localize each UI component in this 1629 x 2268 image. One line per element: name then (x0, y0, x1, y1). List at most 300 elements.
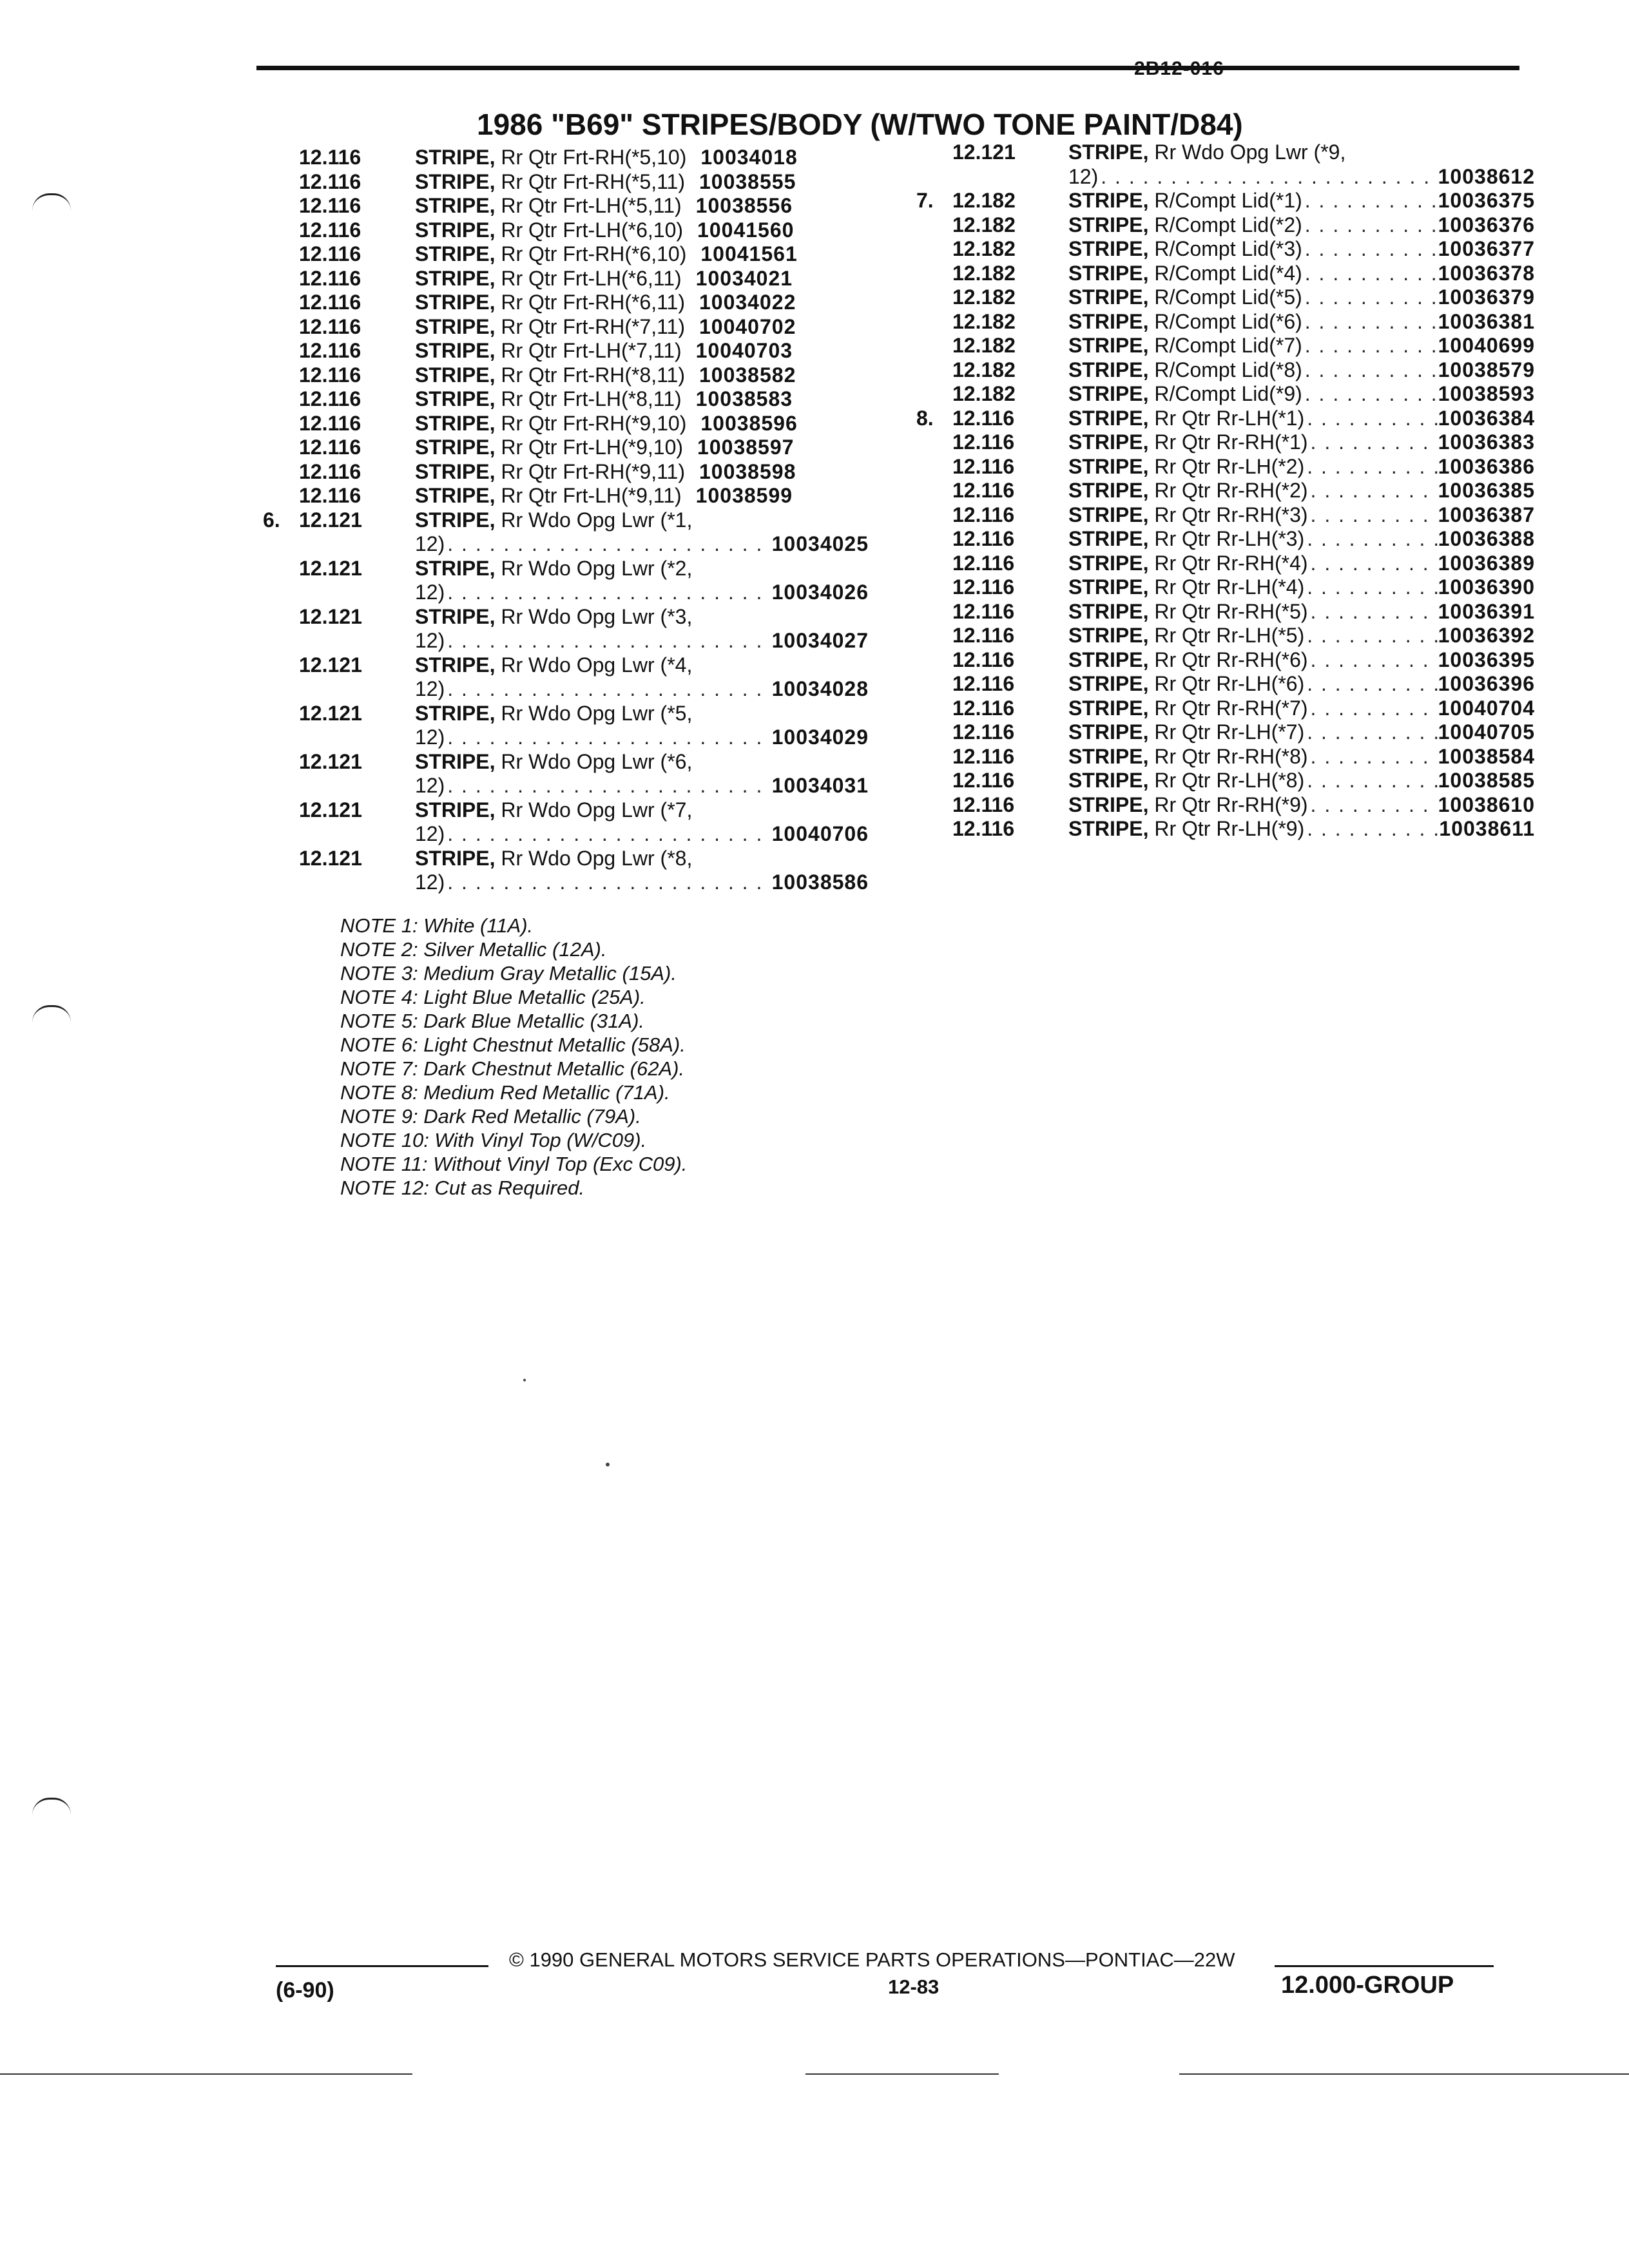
parts-row-wrapped (263, 847, 869, 895)
part-number: 10040703 (695, 339, 793, 362)
group-number: 12.116 (952, 454, 1015, 478)
part-detail: R/Compt Lid(*8) (1154, 358, 1302, 381)
group-number: 12.116 (299, 242, 361, 265)
part-detail: Rr Qtr Frt-LH(*6,10) (501, 218, 684, 242)
part-name: STRIPE, (1068, 527, 1149, 550)
part-name: STRIPE, (1068, 648, 1149, 671)
part-description (415, 436, 683, 459)
part-name: STRIPE, (415, 291, 496, 314)
note-line: NOTE 5: Dark Blue Metallic (31A). (340, 1010, 645, 1032)
part-name: STRIPE, (415, 314, 496, 338)
leader-dots (445, 532, 771, 556)
leader-dots (1308, 697, 1438, 720)
parts-row (916, 575, 1535, 600)
part-name: STRIPE, (1068, 261, 1149, 285)
part-detail: Rr Qtr Frt-RH(*7,11) (501, 314, 685, 338)
part-number: 10036377 (1438, 237, 1535, 260)
part-number: 10036383 (1438, 430, 1535, 454)
group-number: 12.116 (952, 599, 1015, 623)
parts-row (916, 334, 1535, 358)
part-name: STRIPE, (415, 436, 496, 459)
part-number: 10038611 (1439, 817, 1535, 840)
group-number: 12.182 (952, 309, 1016, 333)
leader-dots (1308, 430, 1438, 454)
part-number: 10041560 (697, 218, 795, 242)
part-detail: Rr Wdo Opg Lwr (*6, (501, 749, 693, 773)
parts-row (916, 407, 1535, 431)
part-number: 10036376 (1438, 213, 1535, 236)
doc-id: 2B12-016 (1134, 58, 1224, 79)
group-number: 12.116 (952, 430, 1015, 454)
part-number: 10038579 (1438, 358, 1535, 381)
parts-row (263, 194, 869, 218)
part-description (415, 363, 685, 387)
right-column (916, 140, 1535, 841)
part-name: STRIPE, (1068, 479, 1149, 502)
note-line: NOTE 10: With Vinyl Top (W/C09). (340, 1129, 647, 1151)
row-line-2 (263, 726, 869, 750)
parts-row (916, 745, 1535, 769)
part-detail: R/Compt Lid(*4) (1154, 261, 1302, 285)
part-number: 10036391 (1438, 599, 1535, 623)
part-name: STRIPE, (1068, 406, 1149, 430)
item-ref-number: 8. (916, 406, 934, 430)
part-detail: Rr Wdo Opg Lwr (*1, (501, 508, 693, 532)
parts-row (263, 315, 869, 340)
part-detail: Rr Wdo Opg Lwr (*7, (501, 798, 693, 822)
group-number: 12.182 (952, 382, 1016, 405)
leader-dots (445, 677, 771, 701)
part-detail: Rr Qtr Rr-RH(*3) (1154, 503, 1308, 526)
part-name: STRIPE, (415, 146, 496, 169)
leader-dots (1302, 213, 1438, 237)
group-number: 12.182 (952, 358, 1016, 381)
group-number: 12.121 (299, 556, 362, 580)
part-name: STRIPE, (1068, 696, 1149, 720)
part-name: STRIPE, (415, 242, 496, 265)
part-name: STRIPE, (1068, 334, 1149, 357)
group-number: 12.182 (952, 189, 1016, 212)
part-detail: Rr Qtr Rr-RH(*5) (1154, 599, 1308, 623)
part-number: 10038582 (699, 363, 796, 387)
part-detail: Rr Wdo Opg Lwr (*8, (501, 846, 693, 870)
part-number: 10036379 (1438, 285, 1535, 309)
part-name: STRIPE, (415, 484, 496, 507)
leader-dots (1302, 285, 1438, 309)
group-number: 12.116 (299, 459, 361, 483)
part-detail: Rr Wdo Opg Lwr (*2, (501, 556, 693, 580)
part-detail-continued: 12) (1068, 164, 1099, 188)
part-number: 10034029 (771, 726, 869, 749)
part-detail: Rr Qtr Rr-RH(*7) (1154, 696, 1308, 720)
part-description (415, 484, 682, 508)
part-description (1068, 237, 1302, 261)
footer-rule-left (276, 1965, 488, 1967)
page-title: 1986 "B69" STRIPES/BODY (W/TWO TONE PAINT/D84) (477, 108, 1243, 141)
group-number: 12.116 (299, 218, 361, 242)
group-number: 12.182 (952, 334, 1016, 357)
group-number: 12.121 (299, 653, 362, 677)
part-description (415, 557, 692, 581)
part-detail: Rr Qtr Rr-RH(*1) (1154, 430, 1308, 454)
parts-row (916, 262, 1535, 286)
parts-row (916, 672, 1535, 697)
leader-dots (445, 726, 771, 749)
parts-row (916, 527, 1535, 552)
group-number: 12.121 (299, 798, 362, 822)
part-name: STRIPE, (415, 194, 496, 217)
part-description (415, 460, 685, 484)
part-description (415, 146, 686, 169)
parts-row (263, 170, 869, 195)
part-description (415, 750, 692, 774)
part-description (415, 798, 692, 822)
parts-row (916, 552, 1535, 576)
group-number: 12.116 (952, 479, 1015, 502)
group-number: 12.116 (952, 817, 1015, 840)
part-description (1068, 382, 1302, 406)
part-detail-continued: 12) (415, 726, 445, 749)
leader-dots (1304, 624, 1438, 648)
part-description (1068, 527, 1304, 551)
parts-row (263, 436, 869, 460)
part-description (415, 267, 682, 291)
item-ref-number: 6. (263, 508, 280, 532)
group-number: 12.116 (299, 314, 361, 338)
leader-dots (1304, 769, 1438, 793)
part-number: 10036389 (1438, 551, 1535, 575)
leader-dots (445, 870, 771, 894)
part-name: STRIPE, (415, 459, 496, 483)
part-name: STRIPE, (415, 339, 496, 362)
leader-dots (1304, 407, 1438, 430)
group-number: 12.116 (952, 648, 1015, 671)
parts-row (916, 817, 1535, 841)
group-number: 12.116 (952, 575, 1015, 599)
part-name: STRIPE, (415, 266, 496, 290)
parts-row (263, 218, 869, 243)
part-description (1068, 455, 1304, 479)
parts-row (916, 455, 1535, 479)
part-name: STRIPE, (415, 556, 496, 580)
part-detail: Rr Qtr Rr-LH(*6) (1154, 672, 1305, 695)
part-description (415, 291, 685, 314)
part-name: STRIPE, (1068, 624, 1149, 647)
part-detail: Rr Qtr Rr-LH(*4) (1154, 575, 1305, 599)
group-number: 12.182 (952, 213, 1016, 236)
note-line: NOTE 3: Medium Gray Metallic (15A). (340, 962, 677, 985)
group-number: 12.121 (299, 508, 362, 532)
part-name: STRIPE, (1068, 189, 1149, 212)
group-number: 12.116 (299, 291, 361, 314)
leader-dots (445, 581, 771, 604)
group-number: 12.116 (952, 720, 1015, 744)
parts-row (916, 793, 1535, 818)
parts-row (916, 697, 1535, 721)
part-detail: R/Compt Lid(*3) (1154, 237, 1302, 260)
parts-row (263, 339, 869, 363)
parts-row (263, 412, 869, 436)
footer-rule-right (1275, 1965, 1494, 1967)
part-detail: Rr Qtr Rr-LH(*1) (1154, 406, 1305, 430)
part-detail-continued: 12) (415, 870, 445, 894)
part-name: STRIPE, (1068, 382, 1149, 405)
parts-row (916, 213, 1535, 238)
part-detail: Rr Qtr Rr-LH(*3) (1154, 527, 1305, 550)
parts-row (916, 382, 1535, 407)
part-number: 10036386 (1438, 454, 1535, 478)
row-line-1 (263, 653, 869, 678)
part-description (1068, 624, 1304, 648)
part-description (1068, 262, 1302, 285)
part-description (1068, 600, 1308, 624)
part-number: 10034022 (699, 291, 796, 314)
parts-row (916, 310, 1535, 334)
part-name: STRIPE, (1068, 140, 1149, 164)
part-detail-continued: 12) (415, 532, 445, 555)
part-name: STRIPE, (1068, 551, 1149, 575)
part-name: STRIPE, (1068, 769, 1149, 792)
part-number: 10038586 (771, 870, 869, 894)
part-name: STRIPE, (415, 411, 496, 435)
part-description (1068, 189, 1302, 213)
part-description (415, 387, 682, 411)
part-description (415, 339, 682, 363)
part-detail-continued: 12) (415, 629, 445, 652)
left-column (263, 146, 869, 895)
part-detail: Rr Qtr Frt-RH(*6,10) (501, 242, 687, 265)
part-description (415, 508, 692, 532)
parts-row-wrapped (263, 508, 869, 557)
part-number: 10038555 (699, 169, 796, 193)
leader-dots (445, 822, 771, 846)
parts-row (916, 358, 1535, 383)
group-number: 12.116 (952, 503, 1015, 526)
leader-dots (1304, 817, 1439, 841)
part-description (1068, 213, 1302, 237)
part-number: 10036385 (1438, 479, 1535, 502)
part-name: STRIPE, (415, 798, 496, 822)
part-number: 10040704 (1438, 696, 1535, 720)
group-number: 12.116 (952, 551, 1015, 575)
footer-date: (6-90) (276, 1978, 334, 2003)
part-description (1068, 697, 1308, 720)
part-detail: Rr Qtr Frt-LH(*6,11) (501, 266, 682, 290)
group-number: 12.182 (952, 261, 1016, 285)
part-description (1068, 575, 1304, 599)
part-number: 10036378 (1438, 261, 1535, 285)
part-number: 10034028 (771, 677, 869, 700)
parts-row (916, 720, 1535, 745)
part-number: 10038596 (700, 411, 798, 435)
leader-dots (1308, 745, 1438, 769)
leader-dots (1098, 165, 1438, 189)
part-description (1068, 745, 1308, 769)
part-description (1068, 310, 1302, 334)
group-number: 12.121 (299, 749, 362, 773)
part-detail: Rr Qtr Frt-LH(*9,10) (501, 436, 684, 459)
part-number: 10038612 (1438, 164, 1535, 188)
leader-dots (1308, 648, 1438, 672)
part-description (1068, 817, 1304, 841)
leader-dots (1308, 503, 1438, 527)
part-description (1068, 479, 1308, 503)
part-detail: Rr Qtr Rr-LH(*8) (1154, 769, 1305, 792)
group-number: 12.116 (299, 339, 361, 362)
group-number: 12.116 (952, 527, 1015, 550)
leader-dots (1302, 237, 1438, 261)
part-name: STRIPE, (1068, 575, 1149, 599)
part-number: 10038593 (1438, 382, 1535, 405)
part-number: 10036387 (1438, 503, 1535, 526)
parts-row (916, 648, 1535, 673)
group-number: 12.116 (299, 484, 361, 507)
group-number: 12.182 (952, 285, 1016, 309)
note-line: NOTE 9: Dark Red Metallic (79A). (340, 1105, 641, 1128)
part-name: STRIPE, (1068, 503, 1149, 526)
part-description (1068, 720, 1304, 744)
part-description (415, 702, 692, 726)
part-detail: Rr Qtr Rr-RH(*2) (1154, 479, 1308, 502)
part-description (415, 218, 683, 242)
part-number: 10034018 (700, 146, 798, 169)
footer-page-number: 12-83 (888, 1975, 940, 1998)
part-number: 10036396 (1438, 672, 1535, 695)
part-detail: Rr Qtr Frt-RH(*9,10) (501, 411, 687, 435)
footer-group: 12.000-GROUP (1281, 1972, 1454, 1999)
notes-list (340, 914, 687, 1200)
row-line-2 (263, 774, 869, 798)
part-description (415, 412, 686, 436)
part-detail: Rr Qtr Frt-RH(*9,11) (501, 459, 685, 483)
row-line-1 (263, 750, 869, 774)
part-name: STRIPE, (1068, 720, 1149, 744)
parts-row (916, 769, 1535, 793)
row-line-2 (916, 165, 1535, 189)
part-detail: Rr Qtr Rr-LH(*9) (1154, 817, 1305, 840)
parts-row-wrapped (263, 653, 869, 702)
group-number: 12.116 (299, 411, 361, 435)
leader-dots (1304, 720, 1438, 744)
part-detail: R/Compt Lid(*6) (1154, 309, 1302, 333)
leader-dots (1302, 334, 1438, 358)
note-line: NOTE 12: Cut as Required. (340, 1177, 585, 1199)
part-detail: R/Compt Lid(*1) (1154, 189, 1302, 212)
parts-row (263, 363, 869, 388)
part-number: 10034025 (771, 532, 869, 555)
part-description (1068, 358, 1302, 382)
part-name: STRIPE, (415, 604, 496, 628)
parts-row-wrapped (263, 557, 869, 605)
leader-dots (1304, 672, 1438, 696)
row-line-1 (263, 508, 869, 533)
punch-hole-mark (32, 193, 71, 211)
part-name: STRIPE, (415, 653, 496, 677)
part-number: 10040706 (771, 822, 869, 845)
parts-row-wrapped (263, 798, 869, 847)
part-detail: Rr Qtr Frt-LH(*5,11) (501, 194, 682, 217)
group-number: 12.116 (952, 406, 1015, 430)
group-number: 12.116 (952, 744, 1015, 768)
part-number: 10036392 (1438, 624, 1535, 647)
part-number: 10034031 (771, 774, 869, 797)
group-number: 12.182 (952, 237, 1016, 260)
row-line-2 (263, 629, 869, 653)
row-line-2 (263, 581, 869, 605)
parts-row-wrapped (916, 140, 1535, 189)
footer-copyright: © 1990 GENERAL MOTORS SERVICE PARTS OPERATIONS—PONTIAC—22W (509, 1948, 1235, 1971)
group-number: 12.116 (299, 387, 361, 410)
group-number: 12.116 (952, 793, 1015, 816)
part-number: 10041561 (700, 242, 798, 265)
part-detail: Rr Qtr Frt-LH(*8,11) (501, 387, 682, 410)
parts-row (916, 479, 1535, 503)
part-name: STRIPE, (1068, 454, 1149, 478)
parts-row (916, 624, 1535, 648)
group-number: 12.116 (299, 266, 361, 290)
leader-dots (1302, 310, 1438, 334)
bottom-rule-right (1179, 2073, 1629, 2075)
part-name: STRIPE, (1068, 744, 1149, 768)
part-name: STRIPE, (415, 508, 496, 532)
parts-row (916, 503, 1535, 528)
part-detail-continued: 12) (415, 774, 445, 797)
leader-dots (1308, 479, 1438, 503)
part-number: 10038556 (695, 194, 793, 217)
group-number: 12.116 (299, 436, 361, 459)
part-detail-continued: 12) (415, 822, 445, 845)
item-ref-number: 7. (916, 189, 934, 212)
part-name: STRIPE, (1068, 599, 1149, 623)
part-description (415, 170, 685, 194)
part-detail: Rr Wdo Opg Lwr (*5, (501, 701, 693, 725)
parts-row (263, 242, 869, 267)
part-detail-continued: 12) (415, 581, 445, 604)
part-name: STRIPE, (1068, 309, 1149, 333)
leader-dots (445, 774, 771, 798)
part-number: 10038585 (1438, 769, 1535, 792)
row-line-1 (916, 140, 1535, 165)
parts-row (263, 146, 869, 170)
part-detail: Rr Qtr Rr-RH(*8) (1154, 744, 1308, 768)
part-number: 10036375 (1438, 189, 1535, 212)
part-name: STRIPE, (1068, 672, 1149, 695)
group-number: 12.116 (952, 769, 1015, 792)
scan-speck (606, 1463, 610, 1466)
part-detail: Rr Qtr Frt-RH(*8,11) (501, 363, 685, 387)
row-line-2 (263, 677, 869, 702)
part-detail: R/Compt Lid(*2) (1154, 213, 1302, 236)
part-number: 10038598 (699, 459, 796, 483)
part-detail: Rr Wdo Opg Lwr (*4, (501, 653, 693, 677)
row-line-2 (263, 870, 869, 895)
part-description (1068, 140, 1345, 164)
group-number: 12.116 (299, 146, 361, 169)
part-number: 10038584 (1438, 744, 1535, 768)
group-number: 12.121 (952, 140, 1016, 164)
row-line-1 (263, 557, 869, 581)
parts-row (263, 291, 869, 315)
group-number: 12.116 (952, 696, 1015, 720)
part-number: 10038597 (697, 436, 795, 459)
row-line-2 (263, 532, 869, 557)
leader-dots (1302, 358, 1438, 382)
leader-dots (1302, 262, 1438, 285)
punch-hole-mark (32, 1005, 71, 1023)
row-line-1 (263, 702, 869, 726)
part-detail: Rr Qtr Frt-RH(*6,11) (501, 291, 685, 314)
part-name: STRIPE, (415, 169, 496, 193)
